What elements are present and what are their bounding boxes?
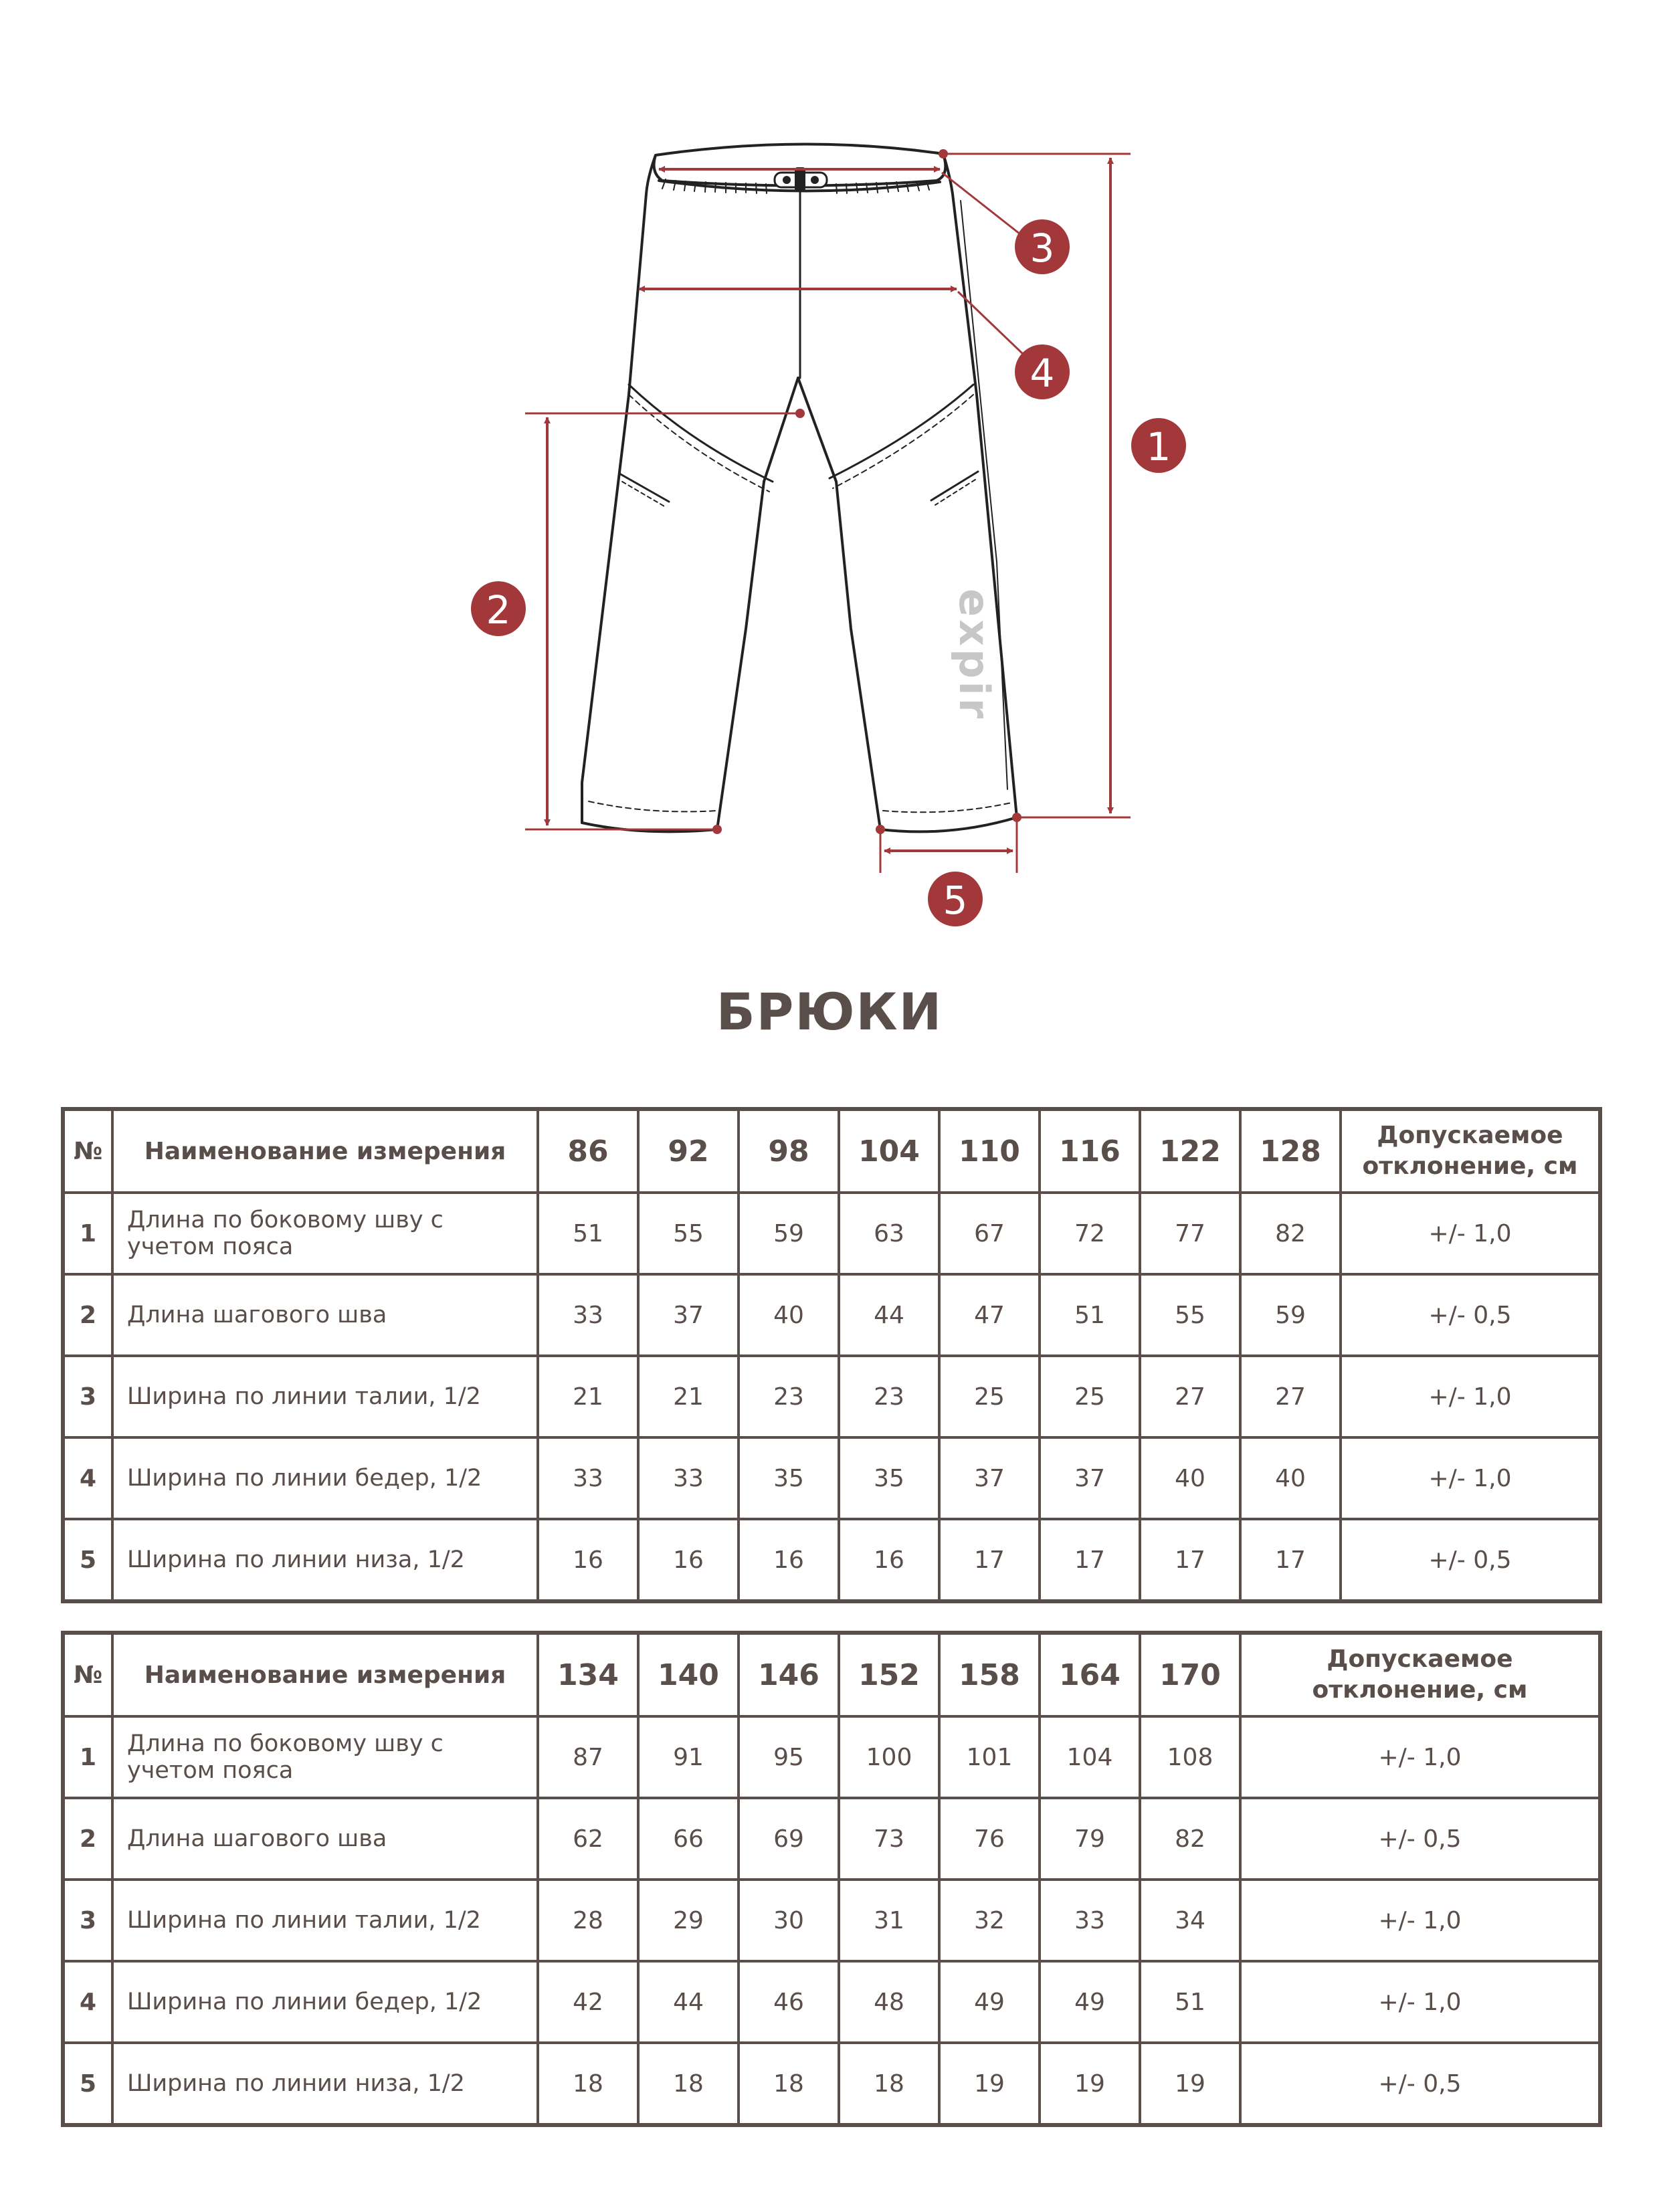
table-row bbox=[63, 1274, 1600, 1356]
size-header: 92 bbox=[638, 1109, 739, 1193]
pants-measurement-diagram bbox=[0, 0, 1659, 950]
marker-2 bbox=[471, 581, 526, 636]
size-value: 72 bbox=[1040, 1193, 1140, 1274]
deviation-value: +/- 0,5 bbox=[1240, 2043, 1600, 2125]
table-header-row bbox=[63, 1109, 1600, 1193]
measurement-name: Ширина по линии бедер, 1/2 bbox=[112, 1961, 538, 2043]
size-header: 116 bbox=[1040, 1109, 1140, 1193]
size-value: 21 bbox=[638, 1356, 739, 1437]
size-header: 140 bbox=[638, 1633, 739, 1716]
size-value: 19 bbox=[1040, 2043, 1140, 2125]
size-value: 101 bbox=[939, 1716, 1040, 1798]
size-value: 40 bbox=[1240, 1437, 1341, 1519]
marker-3 bbox=[1015, 219, 1070, 274]
size-header: 98 bbox=[739, 1109, 839, 1193]
size-value: 35 bbox=[739, 1437, 839, 1519]
table-row bbox=[63, 1880, 1600, 1961]
size-value: 108 bbox=[1140, 1716, 1240, 1798]
size-header: 164 bbox=[1040, 1633, 1140, 1716]
size-value: 34 bbox=[1140, 1880, 1240, 1961]
size-value: 55 bbox=[638, 1193, 739, 1274]
size-value: 33 bbox=[1040, 1880, 1140, 1961]
size-value: 33 bbox=[538, 1274, 638, 1356]
deviation-value: +/- 0,5 bbox=[1240, 1798, 1600, 1880]
size-value: 40 bbox=[739, 1274, 839, 1356]
table-row bbox=[63, 1356, 1600, 1437]
marker-5 bbox=[928, 872, 983, 926]
size-value: 95 bbox=[739, 1716, 839, 1798]
size-header: 110 bbox=[939, 1109, 1040, 1193]
size-value: 30 bbox=[739, 1880, 839, 1961]
size-value: 67 bbox=[939, 1193, 1040, 1274]
size-header: 122 bbox=[1140, 1109, 1240, 1193]
size-value: 49 bbox=[1040, 1961, 1140, 2043]
size-value: 33 bbox=[638, 1437, 739, 1519]
size-value: 23 bbox=[839, 1356, 939, 1437]
size-value: 44 bbox=[839, 1274, 939, 1356]
size-value: 51 bbox=[1040, 1274, 1140, 1356]
size-value: 51 bbox=[1140, 1961, 1240, 2043]
row-number: 3 bbox=[63, 1356, 112, 1437]
number-header: № bbox=[63, 1109, 112, 1193]
size-value: 19 bbox=[939, 2043, 1040, 2125]
row-number: 1 bbox=[63, 1716, 112, 1798]
size-header: 170 bbox=[1140, 1633, 1240, 1716]
size-header: 134 bbox=[538, 1633, 638, 1716]
size-value: 18 bbox=[538, 2043, 638, 2125]
row-number: 3 bbox=[63, 1880, 112, 1961]
size-value: 87 bbox=[538, 1716, 638, 1798]
svg-text:2: 2 bbox=[486, 587, 511, 633]
size-value: 31 bbox=[839, 1880, 939, 1961]
size-value: 59 bbox=[739, 1193, 839, 1274]
measurement-name-header: Наименование измерения bbox=[112, 1109, 538, 1193]
size-header: 158 bbox=[939, 1633, 1040, 1716]
size-value: 18 bbox=[839, 2043, 939, 2125]
size-value: 17 bbox=[1140, 1519, 1240, 1601]
size-value: 82 bbox=[1140, 1798, 1240, 1880]
deviation-value: +/- 0,5 bbox=[1341, 1274, 1600, 1356]
size-value: 69 bbox=[739, 1798, 839, 1880]
marker-1 bbox=[1131, 418, 1186, 473]
deviation-value: +/- 1,0 bbox=[1240, 1880, 1600, 1961]
measurement-name: Длина по боковому шву с учетом пояса bbox=[112, 1716, 538, 1798]
measurement-name-header: Наименование измерения bbox=[112, 1633, 538, 1716]
number-header: № bbox=[63, 1633, 112, 1716]
size-value: 25 bbox=[939, 1356, 1040, 1437]
size-value: 16 bbox=[739, 1519, 839, 1601]
row-number: 1 bbox=[63, 1193, 112, 1274]
table-row bbox=[63, 2043, 1600, 2125]
size-value: 16 bbox=[839, 1519, 939, 1601]
size-value: 27 bbox=[1240, 1356, 1341, 1437]
size-value: 42 bbox=[538, 1961, 638, 2043]
size-value: 17 bbox=[939, 1519, 1040, 1601]
row-number: 2 bbox=[63, 1798, 112, 1880]
measurement-name: Ширина по линии талии, 1/2 bbox=[112, 1356, 538, 1437]
pants-outline bbox=[582, 144, 1017, 831]
row-number: 5 bbox=[63, 2043, 112, 2125]
row-number: 2 bbox=[63, 1274, 112, 1356]
size-value: 18 bbox=[638, 2043, 739, 2125]
svg-text:1: 1 bbox=[1146, 424, 1171, 470]
table-row bbox=[63, 1798, 1600, 1880]
table-row bbox=[63, 1519, 1600, 1601]
size-value: 48 bbox=[839, 1961, 939, 2043]
table-row bbox=[63, 1193, 1600, 1274]
size-value: 79 bbox=[1040, 1798, 1140, 1880]
measurement-name: Длина шагового шва bbox=[112, 1798, 538, 1880]
brand-logo-text: expir bbox=[950, 589, 999, 722]
size-header: 104 bbox=[839, 1109, 939, 1193]
deviation-header: Допускаемое отклонение, см bbox=[1341, 1109, 1600, 1193]
size-value: 17 bbox=[1240, 1519, 1341, 1601]
size-value: 18 bbox=[739, 2043, 839, 2125]
deviation-value: +/- 1,0 bbox=[1341, 1437, 1600, 1519]
table-header-row bbox=[63, 1633, 1600, 1716]
size-value: 44 bbox=[638, 1961, 739, 2043]
page-title: БРЮКИ bbox=[716, 982, 943, 1041]
size-value: 25 bbox=[1040, 1356, 1140, 1437]
size-value: 35 bbox=[839, 1437, 939, 1519]
size-value: 66 bbox=[638, 1798, 739, 1880]
size-value: 59 bbox=[1240, 1274, 1341, 1356]
size-value: 77 bbox=[1140, 1193, 1240, 1274]
size-value: 19 bbox=[1140, 2043, 1240, 2125]
size-table-2 bbox=[61, 1631, 1602, 2127]
size-value: 37 bbox=[939, 1437, 1040, 1519]
deviation-value: +/- 1,0 bbox=[1240, 1716, 1600, 1798]
size-value: 32 bbox=[939, 1880, 1040, 1961]
size-header: 128 bbox=[1240, 1109, 1341, 1193]
size-value: 29 bbox=[638, 1880, 739, 1961]
size-value: 91 bbox=[638, 1716, 739, 1798]
size-value: 55 bbox=[1140, 1274, 1240, 1356]
row-number: 4 bbox=[63, 1437, 112, 1519]
size-value: 21 bbox=[538, 1356, 638, 1437]
row-number: 4 bbox=[63, 1961, 112, 2043]
deviation-value: +/- 1,0 bbox=[1240, 1961, 1600, 2043]
measurement-name: Ширина по линии талии, 1/2 bbox=[112, 1880, 538, 1961]
measurement-name: Длина по боковому шву с учетом пояса bbox=[112, 1193, 538, 1274]
svg-text:4: 4 bbox=[1030, 350, 1055, 396]
size-value: 49 bbox=[939, 1961, 1040, 2043]
table-row bbox=[63, 1437, 1600, 1519]
deviation-value: +/- 1,0 bbox=[1341, 1193, 1600, 1274]
size-value: 28 bbox=[538, 1880, 638, 1961]
size-value: 73 bbox=[839, 1798, 939, 1880]
row-number: 5 bbox=[63, 1519, 112, 1601]
measurement-name: Ширина по линии низа, 1/2 bbox=[112, 2043, 538, 2125]
measurement-name: Длина шагового шва bbox=[112, 1274, 538, 1356]
size-value: 51 bbox=[538, 1193, 638, 1274]
table-row bbox=[63, 1961, 1600, 2043]
size-header: 152 bbox=[839, 1633, 939, 1716]
measurement-name: Ширина по линии бедер, 1/2 bbox=[112, 1437, 538, 1519]
size-value: 63 bbox=[839, 1193, 939, 1274]
size-value: 46 bbox=[739, 1961, 839, 2043]
size-value: 33 bbox=[538, 1437, 638, 1519]
size-table-1 bbox=[61, 1107, 1602, 1603]
deviation-value: +/- 0,5 bbox=[1341, 1519, 1600, 1601]
size-value: 40 bbox=[1140, 1437, 1240, 1519]
deviation-header: Допускаемое отклонение, см bbox=[1240, 1633, 1600, 1716]
size-value: 37 bbox=[638, 1274, 739, 1356]
size-value: 27 bbox=[1140, 1356, 1240, 1437]
measurement-name: Ширина по линии низа, 1/2 bbox=[112, 1519, 538, 1601]
size-value: 37 bbox=[1040, 1437, 1140, 1519]
deviation-value: +/- 1,0 bbox=[1341, 1356, 1600, 1437]
size-value: 17 bbox=[1040, 1519, 1140, 1601]
size-value: 16 bbox=[638, 1519, 739, 1601]
size-header: 146 bbox=[739, 1633, 839, 1716]
svg-text:3: 3 bbox=[1030, 225, 1055, 271]
size-value: 100 bbox=[839, 1716, 939, 1798]
size-value: 23 bbox=[739, 1356, 839, 1437]
size-value: 82 bbox=[1240, 1193, 1341, 1274]
svg-text:5: 5 bbox=[943, 878, 968, 923]
size-value: 76 bbox=[939, 1798, 1040, 1880]
size-value: 16 bbox=[538, 1519, 638, 1601]
size-value: 47 bbox=[939, 1274, 1040, 1356]
size-value: 104 bbox=[1040, 1716, 1140, 1798]
size-header: 86 bbox=[538, 1109, 638, 1193]
marker-4 bbox=[1015, 344, 1070, 399]
table-row bbox=[63, 1716, 1600, 1798]
size-value: 62 bbox=[538, 1798, 638, 1880]
